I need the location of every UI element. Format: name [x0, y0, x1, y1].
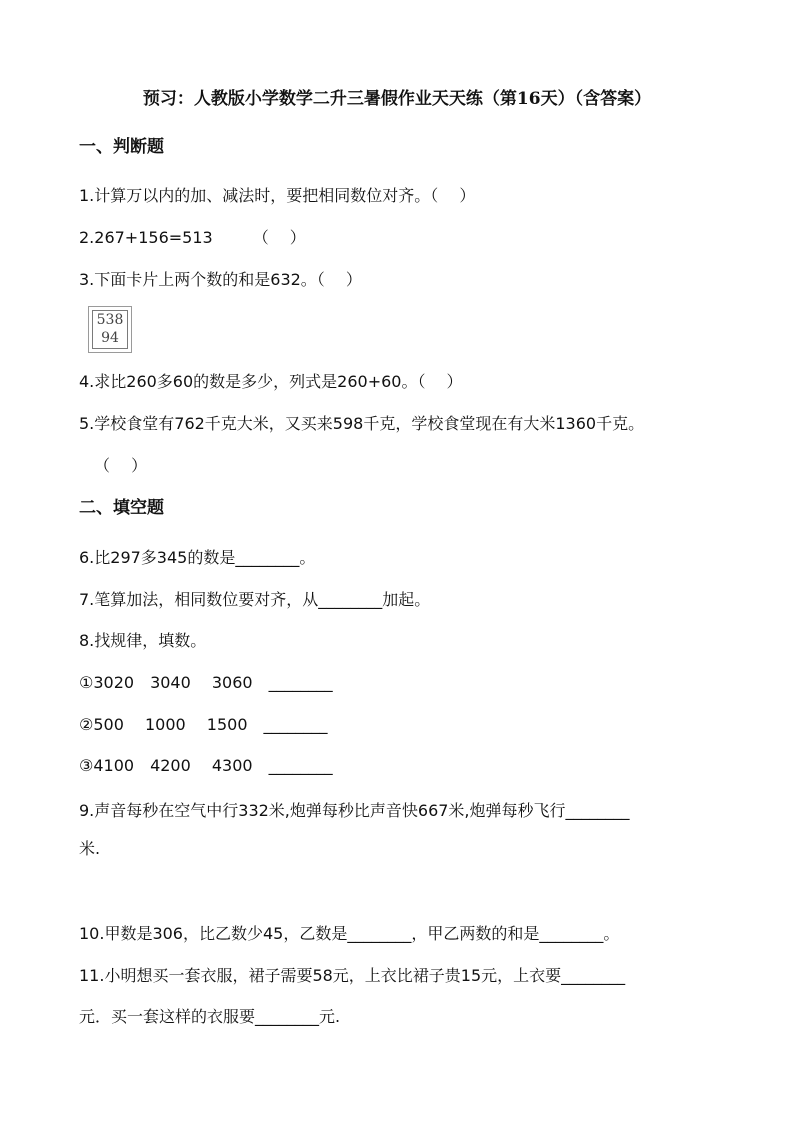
question-3: 3.下面卡片上两个数的和是632。（ ） — [79, 270, 362, 289]
question-1: 1.计算万以内的加、减法时，要把相同数位对齐。（ ） — [79, 186, 476, 205]
question-9-line-1: 9.声音每秒在空气中行332米,炮弹每秒比声音快667米,炮弹每秒飞行________ — [79, 801, 630, 820]
question-8-part-2: ②500 1000 1500 ________ — [79, 715, 328, 734]
question-9-line-2: 米. — [79, 839, 101, 858]
number-card-inner — [92, 310, 128, 349]
page-title: 预习：人教版小学数学二升三暑假作业天天练（第16天）（含答案） — [142, 89, 652, 109]
question-11-line-1: 11.小明想买一套衣服，裙子需要58元，上衣比裙子贵15元，上衣要________ — [79, 966, 626, 985]
question-6: 6.比297多345的数是________。 — [79, 548, 316, 567]
question-2: 2.267+156=513 （ ） — [79, 228, 306, 247]
section-heading-fill: 二、填空题 — [79, 498, 164, 518]
question-8: 8.找规律，填数。 — [79, 631, 207, 650]
question-8-part-3: ③4100 4200 4300 ________ — [79, 756, 333, 775]
question-7: 7.笔算加法，相同数位要对齐，从________加起。 — [79, 590, 431, 609]
section-heading-judge: 一、判断题 — [79, 137, 164, 157]
number-card — [88, 306, 132, 353]
question-8-part-1: ①3020 3040 3060 ________ — [79, 673, 333, 692]
card-number-top: 538 — [96, 312, 124, 328]
card-number-bottom: 94 — [101, 330, 119, 346]
question-4: 4.求比260多60的数是多少，列式是260+60。（ ） — [79, 372, 463, 391]
question-10: 10.甲数是306，比乙数少45，乙数是________，甲乙两数的和是________。 — [79, 924, 620, 943]
question-5-line-2: （ ） — [94, 456, 148, 475]
question-5-line-1: 5.学校食堂有762千克大米，又买来598千克，学校食堂现在有大米1360千克。 — [79, 414, 645, 433]
question-11-line-2: 元．买一套这样的衣服要________元. — [79, 1007, 341, 1026]
